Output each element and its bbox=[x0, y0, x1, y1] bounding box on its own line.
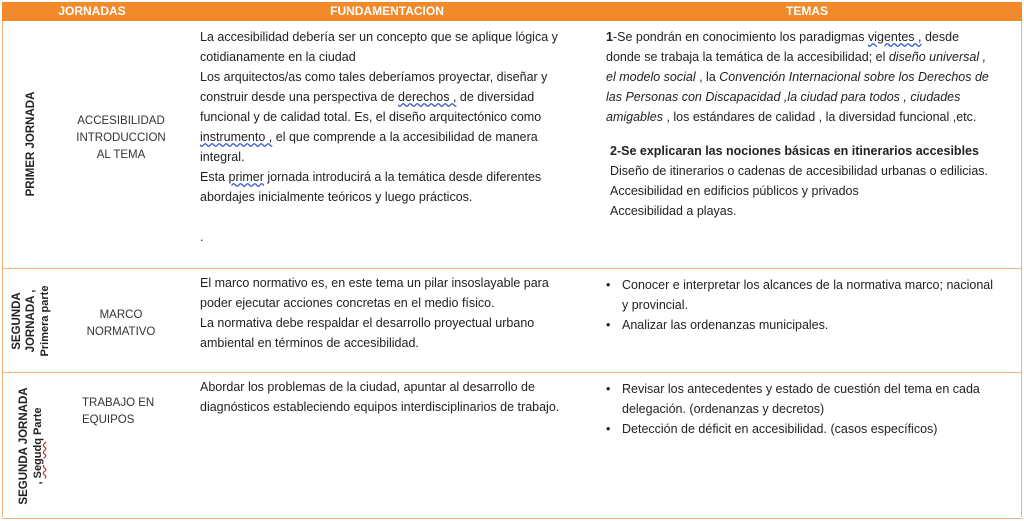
jornada-label-cell bbox=[2, 373, 60, 518]
fundamentacion-cell bbox=[182, 373, 592, 518]
temas-text bbox=[600, 275, 1008, 335]
fundamentacion-text: La accesibilidad debería ser un concepto que se aplique lógica y cotidianamente en la ciudad Los arquitectos/as como tales deberíamos proyectar, diseñar y construir desde una perspectiva de derechos , de diversidad funcional y de calidad total. Es, el diseño arquitectónico como instrumento , el que comprende a la accesibilidad de manera integral. Esta primer jornada introducirá a la temática desde diferentes abordajes inicialmente teóricos y luego prácticos. . bbox=[200, 30, 558, 244]
header-temas: TEMAS bbox=[592, 2, 1022, 21]
header-jornadas: JORNADAS bbox=[2, 2, 182, 21]
jornada-label-cell bbox=[2, 269, 60, 372]
temas-cell bbox=[592, 269, 1022, 372]
jornada-label: PRIMER JORNADA bbox=[25, 91, 37, 197]
temas-text: 1-Se pondrán en conocimiento los paradigmas vigentes , desde donde se trabaja la temática de la accesibilidad; el diseño universal , el modelo social , la Convención Internacional sobre los Derechos de las Personas con Discapacidad ,la ciudad para todos , ciudades amigables , los estándares de calidad , la diversidad funcional ,etc. 2-Se explicaran las nociones básicas en itinerarios accesibles Diseño de itinerarios o cadenas de accesibilidad urbanas o edilicias. Accesibilidad en edificios públicos y privados Accesibilidad a playas. bbox=[606, 30, 989, 218]
tema-label: ACCESIBILIDAD INTRODUCCION AL TEMA bbox=[76, 115, 166, 161]
table-border-right bbox=[1021, 21, 1022, 517]
tema-cell bbox=[60, 373, 182, 518]
temas-cell bbox=[592, 21, 1022, 267]
fundamentacion-cell bbox=[182, 269, 592, 372]
list-item: • Detección de déficit en accesibilidad. (casos específicos) bbox=[600, 419, 1008, 439]
fundamentacion-text: Abordar los problemas de la ciudad, apuntar al desarrollo de diagnósticos estableciendo equipos interdisciplinarios de trabajo. bbox=[200, 380, 560, 414]
jornada-label: SEGUNDA JORNADA , Segudq Parte bbox=[18, 386, 44, 505]
table-row bbox=[2, 372, 1022, 519]
list-item: • Analizar las ordenanzas municipales. bbox=[600, 315, 1008, 335]
table-row bbox=[2, 21, 1022, 267]
list-item: • Conocer e interpretar los alcances de la normativa marco; nacional y provincial. bbox=[600, 275, 1008, 315]
table-row bbox=[2, 268, 1022, 372]
list-item: • Revisar los antecedentes y estado de cuestión del tema en cada delegación. (ordenanzas y decretos) bbox=[600, 379, 1008, 419]
table-border-left bbox=[2, 21, 3, 517]
tema-label: MARCO NORMATIVO bbox=[86, 309, 156, 338]
jornada-label-cell bbox=[2, 21, 60, 267]
tema-cell bbox=[60, 21, 182, 267]
curriculum-table bbox=[2, 2, 1022, 517]
header-fundamentacion: FUNDAMENTACION bbox=[182, 2, 592, 21]
tema-label: TRABAJO EN EQUIPOS bbox=[82, 397, 155, 426]
tema-cell bbox=[60, 269, 182, 372]
jornada-label: SEGUNDA JORNADA , Primera parte bbox=[11, 285, 51, 356]
temas-cell bbox=[592, 373, 1022, 518]
temas-text bbox=[600, 379, 1008, 439]
fundamentacion-text: El marco normativo es, en este tema un pilar insoslayable para poder ejecutar acciones concretas en el medio físico. La normativa debe respaldar el desarrollo proyectual urbano ambiental en términos de accesibilidad. bbox=[200, 276, 549, 350]
fundamentacion-cell bbox=[182, 21, 592, 267]
